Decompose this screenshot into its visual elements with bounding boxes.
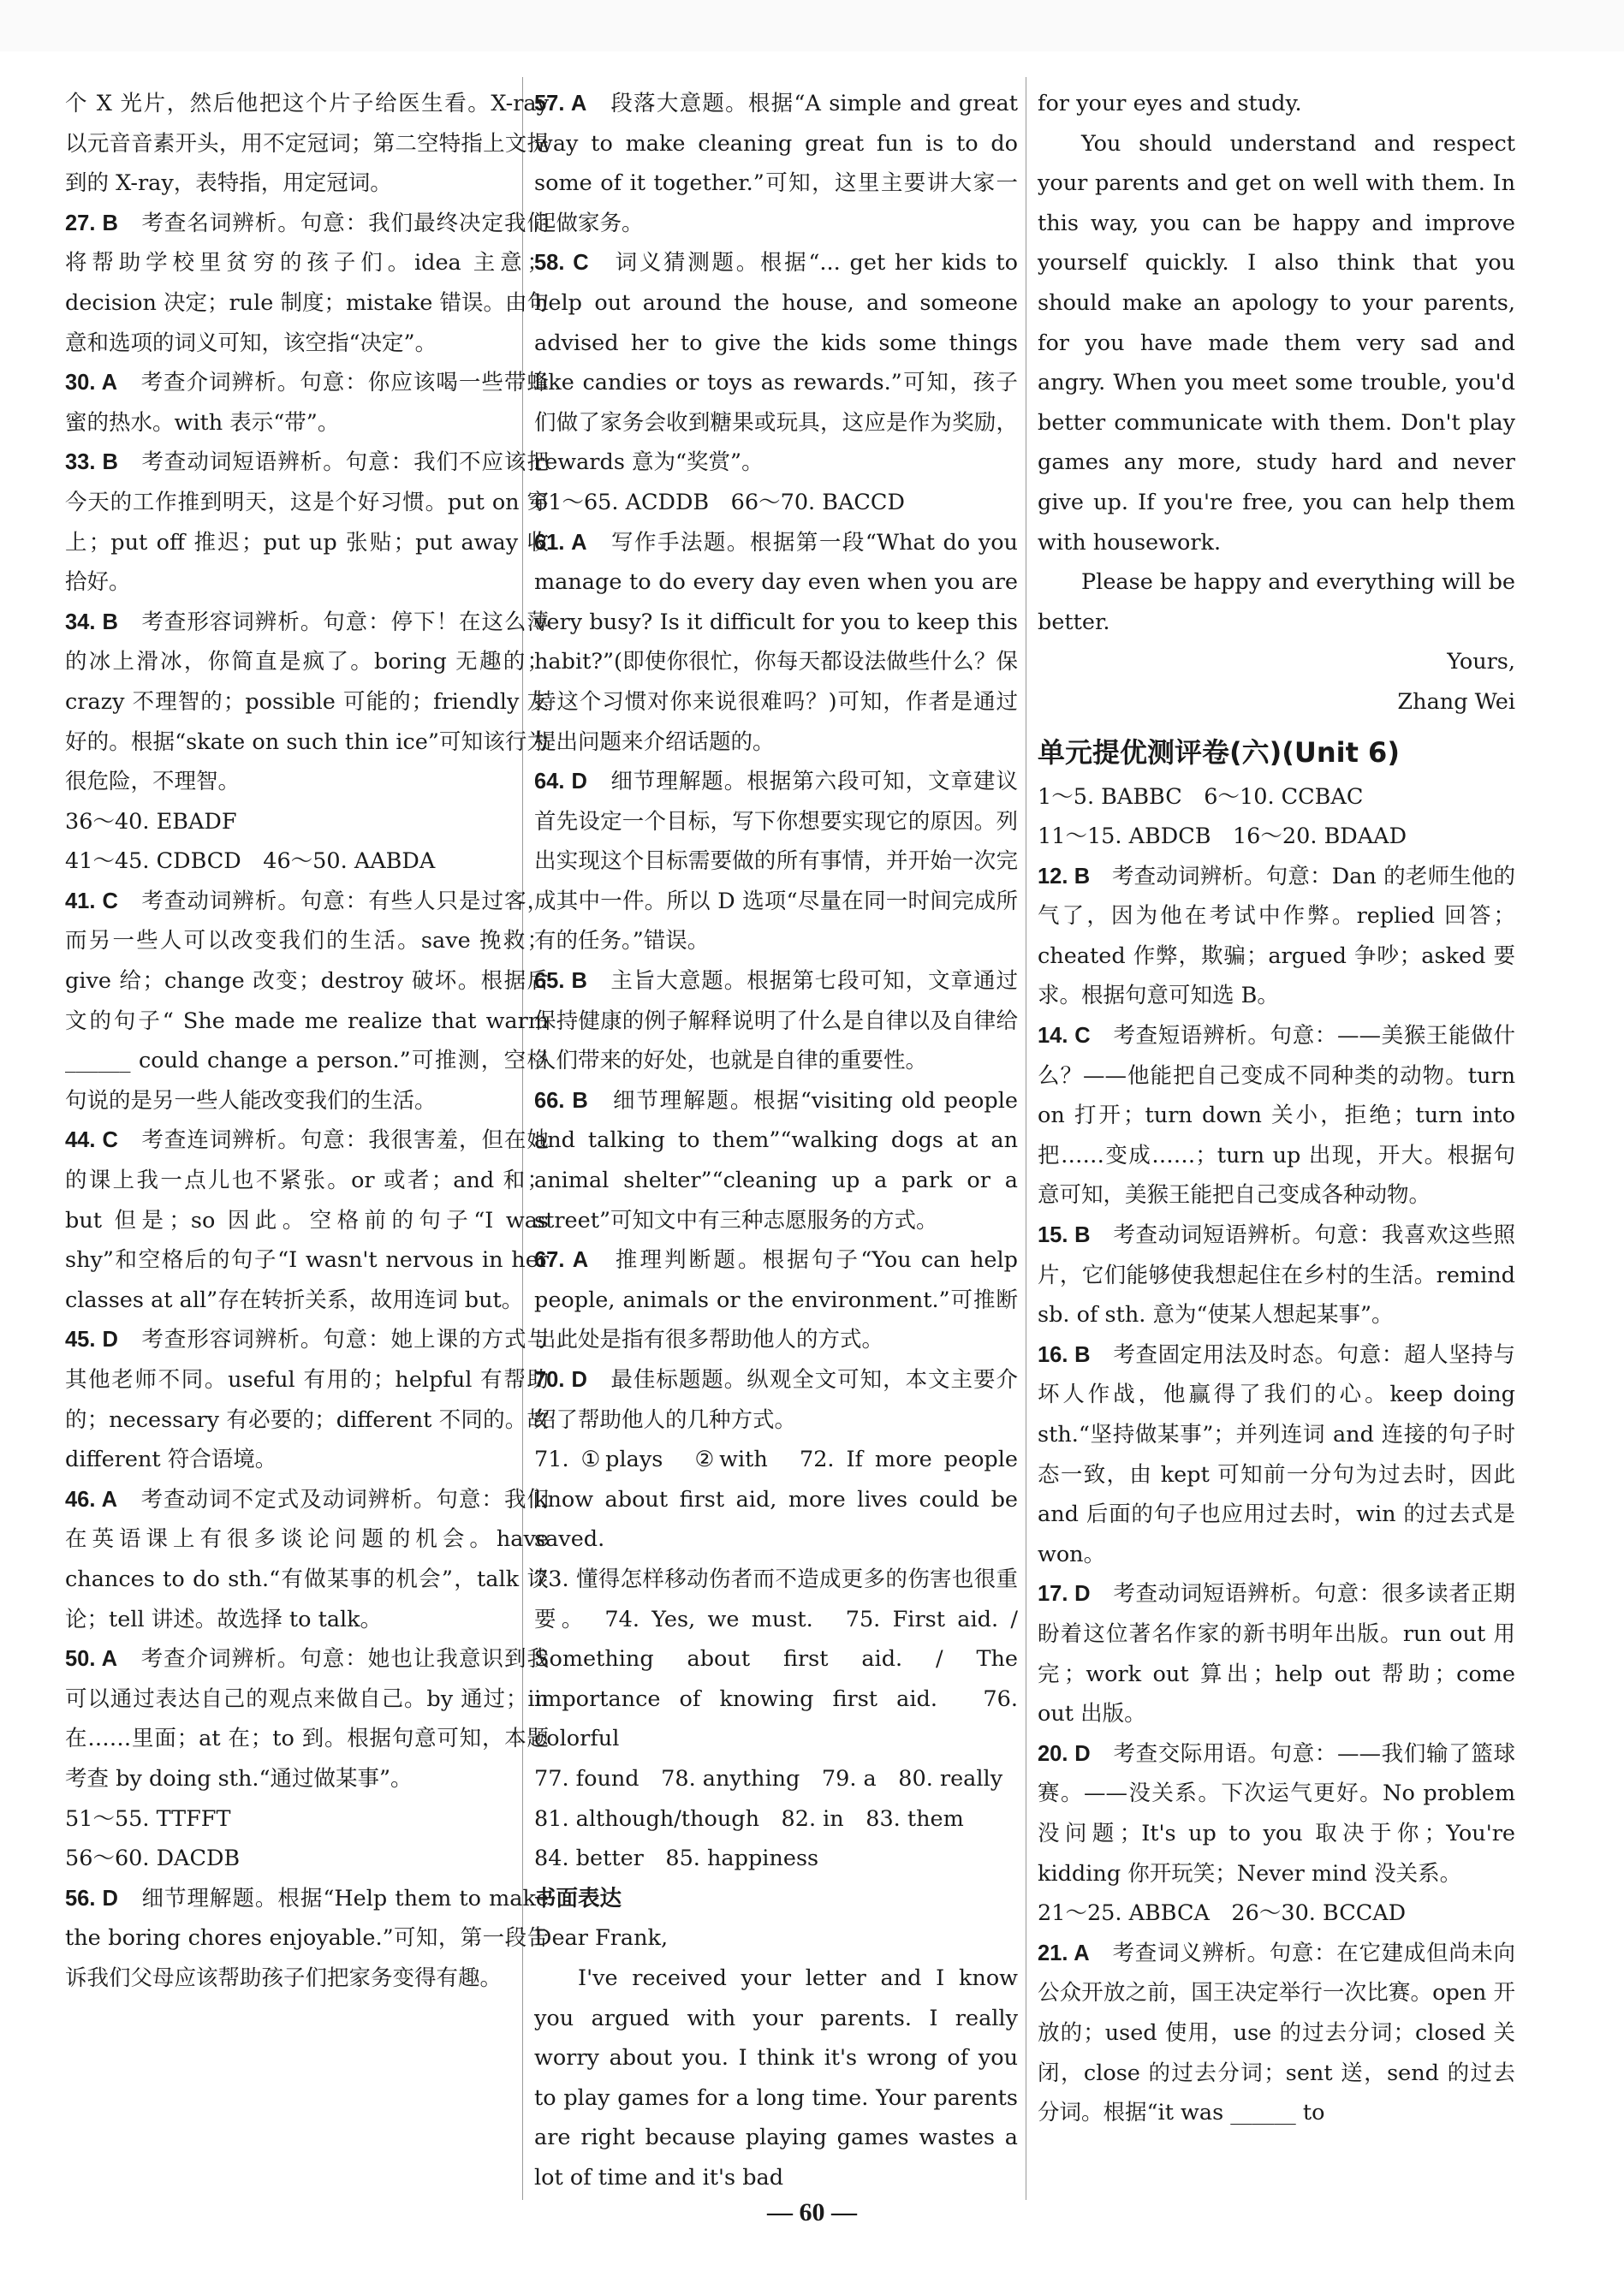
answer-item: 56. D 细节理解题。根据“Help them to make the boring chores enjoyable.”可知，第一段告诉我们父母应该帮助孩子们把家务变得有趣。 [65,1885,549,1991]
answer-item: 70. D 最佳标题题。纵观全文可知，本文主要介绍了帮助他人的几种方式。 [534,1367,1018,1433]
answer-item: 17. D 考查动词短语辨析。句意：很多读者正期盼着这位著名作家的新书明年出版。run out 用完；work out 算出；help out 帮助；come out 出版。 [1038,1581,1515,1727]
answer-item: 67. A 推理判断题。根据句子“You can help people, animals or the environment.”可推断出此处是指有很多帮助他人的方式。 [534,1247,1018,1353]
answer-item: 20. D 考查交际用语。句意：——我们输了篮球赛。——没关系。下次运气更好。No problem 没问题；It's up to you 取决于你；You're kidding 你开玩笑；Never mind 没关系。 [1038,1740,1515,1887]
answer-item: 41. C 考查动词辨析。句意：有些人只是过客，而另一些人可以改变我们的生活。save 挽救；give 给；change 改变；destroy 破坏。根据后文的句子“ She made me realize that warm ______ could change a person.”可推测，空格句说的是另一些人能改变我们的生活。 [65,888,549,1114]
letter-paragraph: You should understand and respect your parents and get on well with them. In this way, you can be happy and improve yourself quickly. I also think that you should make an apology to your parents, for you have made them very sad and angry. When you meet some trouble, you'd better communicate with them. Don't play games any more, study hard and never give up. If you're free, you can help them with housework. [1038,130,1515,556]
answer-key-line: 1～5. BABBC 6～10. CCBAC [1038,783,1364,810]
letter-paragraph: for your eyes and study. [1038,91,1302,116]
answer-item: 34. B 考查形容词辨析。句意：停下！在这么薄的冰上滑冰，你简直是疯了。boring 无趣的；crazy 不理智的；possible 可能的；friendly 友好的。根据“skate on such thin ice”可知该行为很危险，不理智。 [65,609,549,795]
answer-key-line: 71. ①plays ②with 72. If more people know about first aid, more lives could be saved. [534,1447,1018,1553]
answer-column-3 [1038,84,1515,2133]
answer-item: 46. A 考查动词不定式及动词辨析。句意：我们在英语课上有很多谈论问题的机会。have chances to do sth.“有做某事的机会”，talk 谈论；tell 讲述。故选择 to talk。 [65,1486,549,1632]
answer-key-line: 36～40. EBADF [65,808,237,835]
unit-test-title: 单元提优测评卷(六)(Unit 6) [1038,735,1400,769]
answer-item: 30. A 考查介词辨析。句意：你应该喝一些带蜂蜜的热水。with 表示“带”。 [65,370,549,436]
letter-paragraph: Please be happy and everything will be better. [1038,569,1515,635]
answer-item: 65. B 主旨大意题。根据第七段可知，文章通过保持健康的例子解释说明了什么是自律以及自律给人们带来的好处，也就是自律的重要性。 [534,968,1018,1074]
letter-signature: Zhang Wei [1397,688,1515,715]
answer-item: 61. A 写作手法题。根据第一段“What do you manage to do every day even when you are very busy? Is it difficult for you to keep this habit?”(即使你很忙，你每天都设法做些什么？保持这个习惯对你来说很难吗？)可知，作者是通过提出问题来介绍话题的。 [534,529,1018,755]
answer-item: 33. B 考查动词短语辨析。句意：我们不应该把今天的工作推到明天，这是个好习惯。put on 穿上；put off 推迟；put up 张贴；put away 收拾好。 [65,449,549,596]
answer-column-2 [534,84,1018,2197]
answer-key-line: 41～45. CDBCD 46～50. AABDA [65,848,436,875]
answer-item: 12. B 考查动词辨析。句意：Dan 的老师生他的气了，因为他在考试中作弊。replied 回答；cheated 作弊，欺骗；argued 争吵；asked 要求。根据句意可知选 B。 [1038,863,1515,1009]
answer-item: 50. A 考查介词辨析。句意：她也让我意识到我可以通过表达自己的观点来做自己。by 通过；in 在……里面；at 在；to 到。根据句意可知，本题考查 by doing sth.“通过做某事”。 [65,1646,549,1792]
answer-item: 45. D 考查形容词辨析。句意：她上课的方式与其他老师不同。useful 有用的；helpful 有帮助的；necessary 有必要的；different 不同的。故 different 符合语境。 [65,1327,549,1473]
letter-greeting: Dear Frank, [534,1925,669,1952]
answer-item: 64. D 细节理解题。根据第六段可知，文章建议首先设定一个目标，写下你想要实现它的原因。列出实现这个目标需要做的所有事情，并开始一次完成其中一件。所以 D 选项“尽量在同一时间完成所有的任务。”错误。 [534,769,1018,954]
answer-item: 21. A 考查词义辨析。句意：在它建成但尚未向公众开放之前，国王决定举行一次比赛。open 开放的；used 使用，use 的过去分词；closed 关闭，close 的过去分词；sent 送，send 的过去分词。根据“it was ______ to [1038,1940,1515,2126]
answer-key-line: 77. found 78. anything 79. a 80. really [534,1765,1003,1792]
page-number: — 60 — [767,2198,857,2226]
page-top-strip [0,0,1624,51]
writing-section-heading: 书面表达 [534,1885,622,1911]
letter-paragraph: I've received your letter and I know you argued with your parents. I really worry about you. I think it's wrong of you to play games for a long time. Your parents are right because playing games wastes a lot of time and it's bad [534,1965,1018,2191]
answer-key-line: 11～15. ABDCB 16～20. BDAAD [1038,823,1407,850]
answer-item: 58. C 词义猜测题。根据“... get her kids to help out around the house, and someone advised her to give the kids some things like candies or toys as rewards.”可知，孩子们做了家务会收到糖果或玩具，这应是作为奖励，rewards 意为“奖赏”。 [534,250,1018,476]
answer-key-line: 73. 懂得怎样移动伤者而不造成更多的伤害也很重要。 74. Yes, we must. 75. First aid. / Something about first aid. / The importance of knowing first aid. 76. colorful [534,1566,1018,1752]
answer-key-line: 61～65. ACDDB 66～70. BACCD [534,489,905,515]
answer-key-line: 84. better 85. happiness [534,1846,819,1872]
answer-key-line: 51～55. TTFFT [65,1805,231,1832]
answer-item: 14. C 考查短语辨析。句意：——美猴王能做什么？——他能把自己变成不同种类的动物。turn on 打开；turn down 关小，拒绝；turn into 把……变成……；turn up 出现，开大。根据句意可知，美猴王能把自己变成各种动物。 [1038,1023,1515,1209]
answer-key-line: 21～25. ABBCA 26～30. BCCAD [1038,1900,1407,1927]
answer-key-line: 56～60. DACDB [65,1846,241,1872]
text-paragraph: 个 X 光片，然后他把这个片子给医生看。X-ray 以元音音素开头，用不定冠词；第二空特指上文提到的 X-ray，表特指，用定冠词。 [65,91,549,197]
answer-item: 44. C 考查连词辨析。句意：我很害羞，但在她的课上我一点儿也不紧张。or 或者；and 和；but 但是；so 因此。空格前的句子“I was shy”和空格后的句子“I wasn't nervous in her classes at all”存在转折关系，故用连词 but。 [65,1127,549,1313]
answer-item: 15. B 考查动词短语辨析。句意：我喜欢这些照片，它们能够使我想起住在乡村的生活。remind sb. of sth. 意为“使某人想起某事”。 [1038,1222,1515,1329]
answer-item: 16. B 考查固定用法及时态。句意：超人坚持与坏人作战，他赢得了我们的心。keep doing sth.“坚持做某事”；并列连词 and 连接的句子时态一致，由 kept 可知前一分句为过去时，因此 and 后面的句子也应用过去时，win 的过去式是 won。 [1038,1341,1515,1567]
answer-item: 66. B 细节理解题。根据“visiting old people and talking to them”“walking dogs at an animal shelter”“cleaning up a park or a street”可知文中有三种志愿服务的方式。 [534,1087,1018,1234]
letter-closing: Yours, [1447,649,1515,675]
answer-column-1 [65,84,549,1999]
answer-item: 27. B 考查名词辨析。句意：我们最终决定我们将帮助学校里贫穷的孩子们。idea 主意；decision 决定；rule 制度；mistake 错误。由句意和选项的词义可知，该空指“决定”。 [65,210,549,356]
answer-item: 57. A 段落大意题。根据“A simple and great way to make cleaning great fun is to do some of it together.”可知，这里主要讲大家一起做家务。 [534,91,1018,236]
answer-key-line: 81. although/though 82. in 83. them [534,1805,964,1832]
